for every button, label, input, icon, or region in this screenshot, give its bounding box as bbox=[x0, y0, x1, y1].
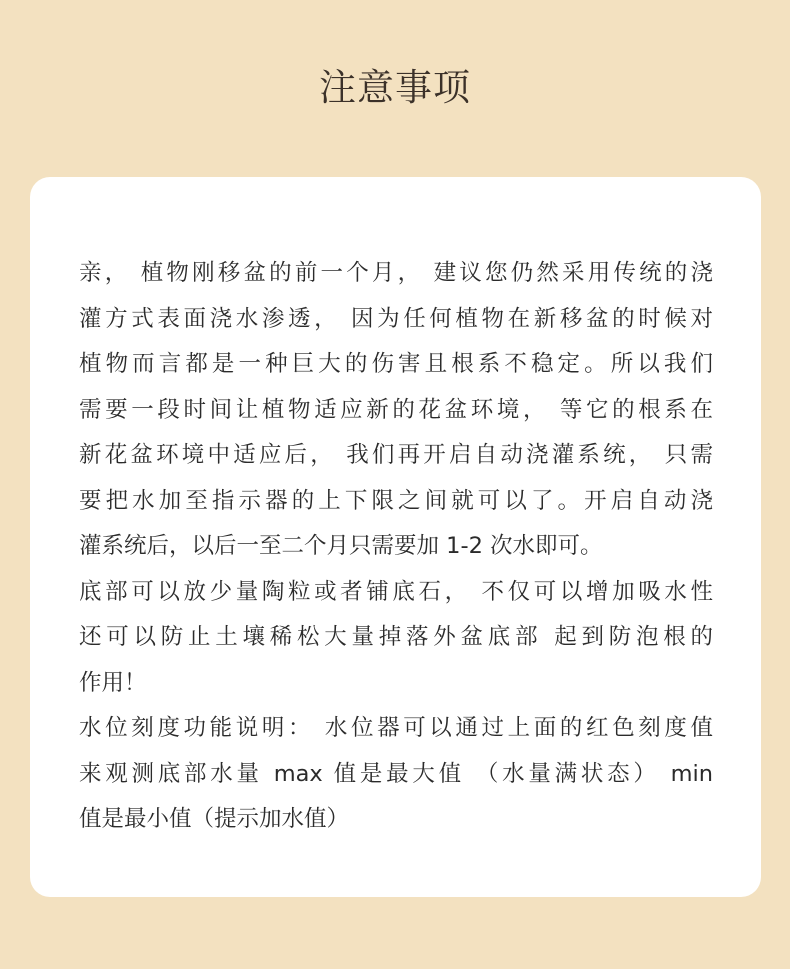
notice-line: 水位刻度功能说明： 水位器可以通过上面的红色刻度值 bbox=[79, 715, 713, 741]
notice-card bbox=[30, 177, 761, 897]
notice-line: 需要一段时间让植物适应新的花盆环境， 等它的根系在 bbox=[79, 396, 713, 423]
notice-line: 新花盆环境中适应后， 我们再开启自动浇灌系统， 只需 bbox=[79, 442, 713, 468]
notice-line: 亲， 植物刚移盆的前一个月， 建议您仍然采用传统的浇 bbox=[79, 260, 713, 286]
notice-line: 灌方式表面浇水渗透， 因为任何植物在新移盆的时候对 bbox=[79, 305, 713, 332]
page-title: 注意事项 bbox=[319, 66, 471, 109]
notice-line: 底部可以放少量陶粒或者铺底石， 不仅可以增加吸水性 bbox=[79, 578, 713, 605]
notice-line: 要把水加至指示器的上下限之间就可以了。开启自动浇 bbox=[79, 487, 713, 514]
notice-body bbox=[79, 251, 713, 843]
notice-line: 值是最小值（提示加水值） bbox=[79, 806, 350, 832]
notice-line: 还可以防止土壤稀松大量掉落外盆底部 起到防泡根的 bbox=[79, 624, 713, 650]
notice-line: 作用！ bbox=[79, 669, 147, 696]
notice-line: 来观测底部水量 max 值是最大值 （水量满状态） min bbox=[79, 760, 713, 787]
notice-line: 植物而言都是一种巨大的伤害且根系不稳定。所以我们 bbox=[79, 351, 713, 377]
notice-line: 灌系统后，以后一至二个月只需要加 1-2 次水即可。 bbox=[79, 533, 603, 559]
